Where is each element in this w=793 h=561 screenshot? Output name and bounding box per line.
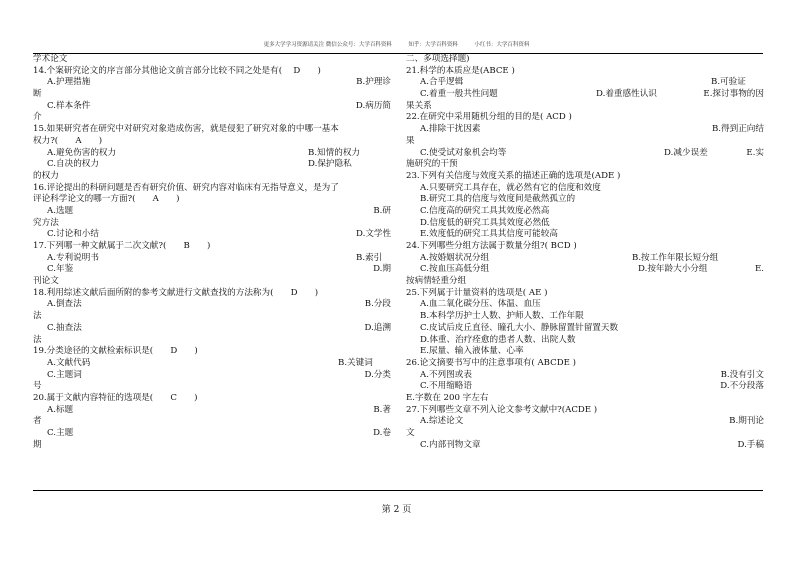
option-c: C.讨论和小结: [47, 229, 99, 240]
option-b: B.没有引文: [720, 369, 764, 380]
option-d: D.病历简: [355, 100, 391, 111]
wrap-text: 究方法: [33, 217, 59, 228]
option-a: A.护理措施: [47, 77, 91, 88]
question-16: 16.评论提出的科研问题是否有研究价值、研究内容对临床有无指导意义，是为了: [33, 182, 339, 193]
question-18: 18.利用综述文献后面所附的参考文献进行文献查找的方法称为( D ): [33, 287, 319, 298]
question-14: 14.个案研究论文的序言部分其他论文前言部分比较不同之处是有( D ): [33, 65, 321, 76]
option-a: A.血二氧化碳分压、体温、血压: [420, 299, 541, 310]
option-d: D.卷: [373, 428, 391, 438]
option-c: C.年鉴: [47, 264, 74, 275]
option-a: A.排除干扰因素: [420, 124, 481, 135]
option-c: C.主题: [47, 428, 74, 438]
option-b: B.知情的权力: [308, 147, 361, 158]
question-17: 17.下列哪一种文献属于二次文献?( B ): [33, 241, 211, 251]
option-e: E.实: [746, 147, 764, 158]
question-26: 26.论文摘要书写中的注意事项有( ABCDE ): [406, 357, 576, 368]
option-b: B.分段: [364, 299, 391, 310]
option-d: D.按年龄大小分组: [638, 264, 708, 275]
wrap-text: 文: [406, 428, 415, 438]
question-23: 23.下列有关信度与效度关系的描述正确的选项是(ADE ): [406, 170, 621, 181]
wrap-text: 介: [33, 112, 42, 123]
option-b: B.本科学历护士人数、护师人数、工作年限: [420, 311, 584, 322]
question-20: 20.属于文献内容特征的选项是( C ): [33, 392, 198, 403]
option-c: C.样本条件: [47, 100, 91, 111]
option-d: D.信度低的研究工具其效度必然低: [420, 217, 550, 228]
option-a: A.文献代码: [47, 357, 91, 368]
question-19: 19.分类途径的文献检索标识是( D ): [33, 346, 198, 357]
option-c: C.内部刊物文章: [420, 439, 481, 450]
option-d: D.体重、治疗痊愈的患者人数、出院人数: [420, 334, 576, 345]
wrap-text: 号: [33, 381, 42, 392]
option-c: C.着重一般共性问题: [420, 89, 498, 100]
question-27: 27.下列哪些文章不列入论文参考文献中?(ACDE ): [406, 404, 598, 415]
option-c: C.按血压高低分组: [420, 264, 490, 275]
option-d: D.保护隐私: [308, 159, 352, 170]
option-e: E.效度低的研究工具其信度可能较高: [420, 229, 558, 240]
wrap-text: 的权力: [33, 170, 59, 181]
option-a: A.按婚姻状况分组: [420, 252, 490, 263]
page-header: 更多大学学习资源请关注 微信公众号：大学百科资料 知乎：大学百科资料 小红书：大学百科资料: [263, 42, 530, 48]
option-e: E.尿量、输入液体量、心率: [420, 346, 524, 357]
wrap-text: 刊论文: [33, 276, 59, 287]
option-b: B.可验证: [711, 77, 746, 88]
option-d: D.着重感性认识: [596, 89, 657, 100]
option-c: C.信度高的研究工具其效度必然高: [420, 205, 550, 216]
right-column: [406, 54, 764, 451]
option-b: B.期刊论: [729, 416, 764, 427]
option-b: B.研: [373, 205, 391, 216]
option-d: D.分类: [364, 369, 391, 380]
option-d: D.手稿: [737, 439, 764, 450]
question-15-cont: 权力?( A ): [33, 135, 103, 146]
option-d: D.文学性: [356, 229, 392, 240]
option-d: D.期: [373, 264, 391, 275]
option-a: A.标题: [47, 404, 74, 415]
question-16-cont: 评论科学论文的哪一方面?( A ): [33, 194, 180, 205]
option-d: D.追溯: [364, 322, 391, 333]
left-column: [33, 54, 391, 451]
wrap-text: 期: [33, 439, 42, 450]
option-b: B.关键词: [338, 357, 373, 368]
option-b: B.护理诊: [356, 77, 391, 88]
option-d: D.不分段落: [720, 381, 764, 392]
option-a: A.综述论文: [420, 416, 464, 427]
wrap-text: 法: [33, 311, 42, 322]
question-21: 21.科学的本质应是(ABCE ): [406, 65, 515, 76]
wrap-text: 施研究的干预: [406, 159, 458, 170]
option-a: A.倒查法: [47, 299, 82, 310]
line: 学术论文: [33, 54, 68, 64]
option-c: C.抽查法: [47, 322, 82, 333]
option-a: A.避免伤害的权力: [47, 147, 117, 158]
option-e: E.: [754, 264, 764, 275]
option-e: E.字数在 200 字左右: [406, 392, 489, 403]
option-a: A.合乎逻辑: [420, 77, 464, 88]
option-c: C.主题词: [47, 369, 82, 380]
wrap-text: 断: [33, 89, 42, 100]
footer-rule: [33, 490, 763, 491]
option-a: A.选题: [47, 205, 74, 216]
wrap-text: 按病情轻重分组: [406, 276, 467, 287]
question-25: 25.下列属于计量资料的选项是( AE ): [406, 287, 548, 298]
option-a: A.专利说明书: [47, 252, 99, 263]
wrap-text: 法: [33, 334, 42, 345]
option-a: A.只要研究工具存在，就必然有它的信度和效度: [420, 182, 601, 193]
option-b: B.研究工具的信度与效度间是截然孤立的: [420, 194, 576, 205]
option-b: B.索引: [356, 252, 383, 263]
option-a: A.不列图或表: [420, 369, 472, 380]
question-15: 15.如果研究者在研究中对研究对象造成伤害，就是侵犯了研究对象的中哪一基本: [33, 124, 339, 135]
option-b: B.得到正向结: [711, 124, 764, 135]
question-24: 24.下列哪些分组方法属于数量分组?( BCD ): [406, 241, 577, 251]
option-e: E.探讨事物的因: [703, 89, 764, 100]
question-22: 22.在研究中采用随机分组的目的是( ACD ): [406, 112, 572, 123]
option-b: B.著: [373, 404, 391, 415]
wrap-text: 者: [33, 416, 42, 427]
option-c: C.皮试后皮丘直径、瞳孔大小、静脉留置针留置天数: [420, 322, 619, 333]
option-c: C.不用缩略语: [420, 381, 472, 392]
page-number: 第 2 页: [381, 505, 412, 515]
option-d: D.减少误差: [664, 147, 708, 158]
option-c: C.使受试对象机会均等: [420, 147, 507, 158]
wrap-text: 果: [406, 135, 415, 146]
option-c: C.自决的权力: [47, 159, 99, 170]
wrap-text: 果关系: [406, 100, 432, 111]
option-b: B.按工作年限长短分组: [632, 252, 719, 263]
section-title: 二、多项选择题): [406, 54, 470, 64]
